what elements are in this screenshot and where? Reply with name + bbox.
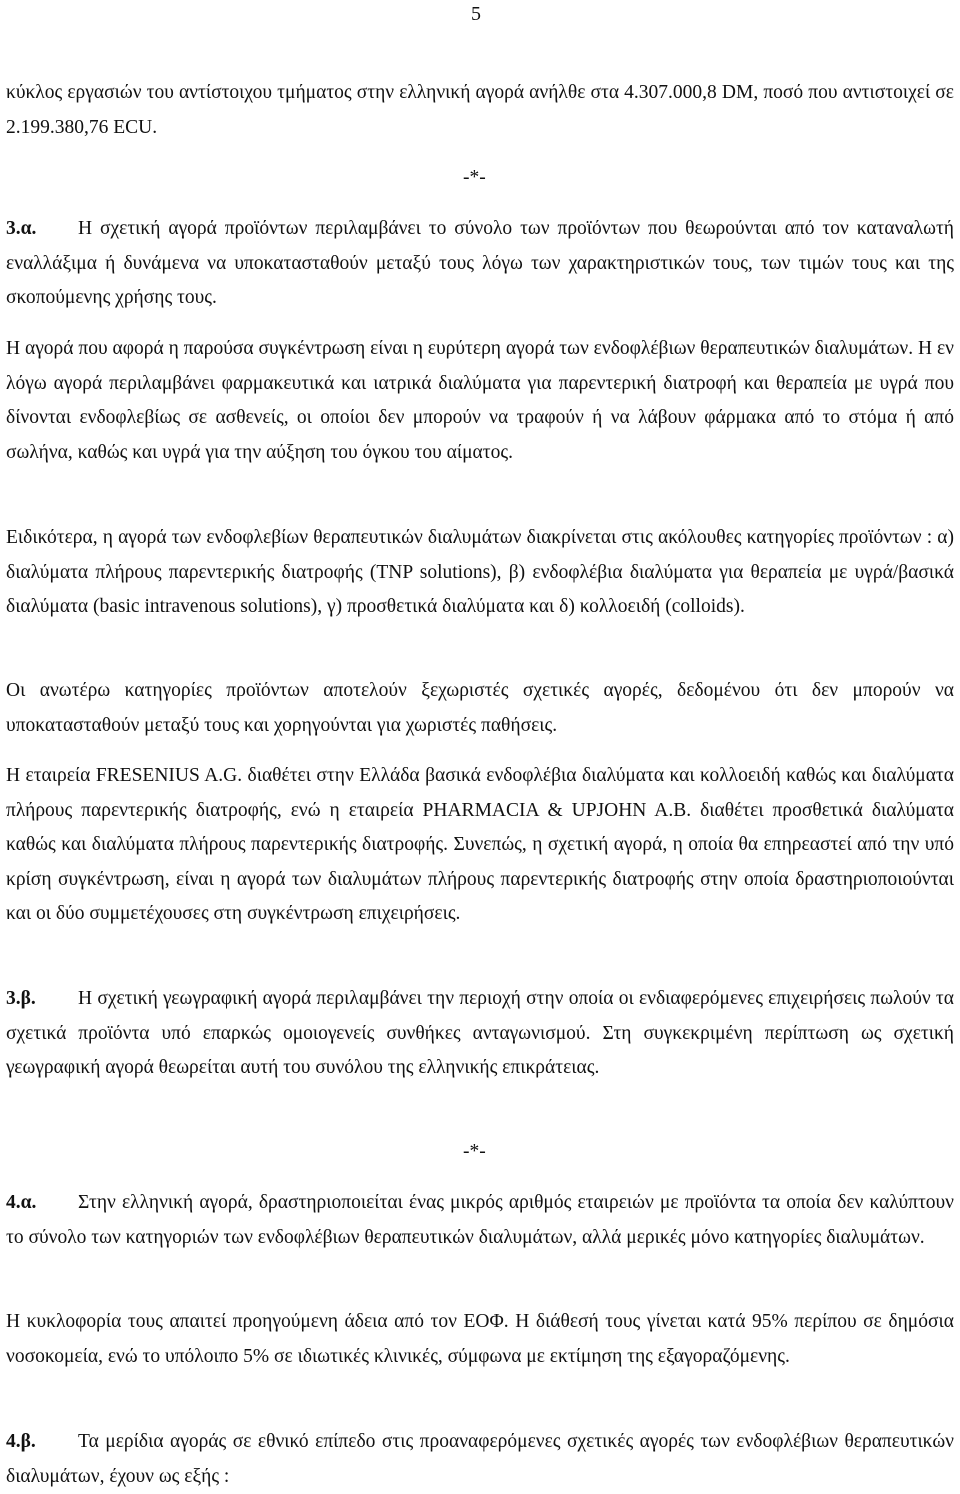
paragraph-3a: [6, 212, 954, 316]
paragraph-3b: [6, 982, 954, 1086]
section-label-4a: 4.α.: [6, 1192, 37, 1213]
paragraph-market-turnover: κύκλος εργασιών του αντίστοιχου τμήματος στην ελληνική αγορά ανήλθε στα 4.307.000,8 DM, ποσό που αντιστοιχεί σε 2.199.380,76 ECU.: [6, 82, 954, 138]
section-label-3b: 3.β.: [6, 988, 36, 1009]
paragraph-3b-text: Η σχετική γεωγραφική αγορά περιλαμβάνει την περιοχή στην οποία οι ενδιαφερόμενες επιχειρήσεις πωλούν τα σχετικά προϊόντα υπό επαρκώς ομοιογενείς συνθήκες ανταγωνισμού. Στη συγκεκριμένη περίπτωση ως σχετική γεωγραφική αγορά θεωρείται αυτή του συνόλου της ελληνικής επικράτειας.: [6, 988, 954, 1078]
paragraph-4b: [6, 1425, 954, 1494]
paragraph-product-categories: Ειδικότερα, η αγορά των ενδοφλεβίων θεραπευτικών διαλυμάτων διακρίνεται στις ακόλουθες κατηγορίες προϊόντων : α) διαλύματα πλήρους παρεντερικής διατροφής (TNP solutions), β) ενδοφλέβια διαλύματα για θεραπεία με υγρά/βασικά διαλύματα (basic intravenous solutions), γ) προσθετικά διαλύματα και δ) κολλοειδή (colloids).: [6, 527, 954, 617]
page-number: 5: [471, 3, 481, 25]
paragraph-circulation: Η κυκλοφορία τους απαιτεί προηγούμενη άδεια από τον ΕΟΦ. Η διάθεσή τους γίνεται κατά 95% περίπου σε δημόσια νοσοκομεία, ενώ το υπόλοιπο 5% σε ιδιωτικές κλινικές, σύμφωνα με εκτίμηση της εξαγοραζόμενης.: [6, 1311, 954, 1367]
paragraph-3a-text: Η σχετική αγορά προϊόντων περιλαμβάνει το σύνολο των προϊόντων που θεωρούνται από τον καταναλωτή εναλλάξιμα ή δυνάμενα να υποκατασταθούν μεταξύ τους λόγω των χαρακτηριστικών τους, των τιμών τους και της σκοπούμενης χρήσης τους.: [6, 218, 954, 308]
paragraph-4b-text: Τα μερίδια αγοράς σε εθνικό επίπεδο στις προαναφερόμενες σχετικές αγορές των ενδοφλέβιων θεραπευτικών διαλυμάτων, έχουν ως εξής :: [6, 1431, 954, 1487]
paragraph-4a-text: Στην ελληνική αγορά, δραστηριοποιείται ένας μικρός αριθμός εταιρειών με προϊόντα τα οποία δεν καλύπτουν το σύνολο των κατηγοριών των ενδοφλέβιων θεραπευτικών διαλυμάτων, αλλά μερικές μόνο κατηγορίες διαλυμάτων.: [6, 1192, 954, 1248]
section-separator: -*-: [463, 167, 486, 188]
paragraph-4a: [6, 1186, 954, 1255]
section-label-3a: 3.α.: [6, 218, 37, 239]
section-label-4b: 4.β.: [6, 1431, 36, 1452]
section-separator: -*-: [463, 1141, 486, 1162]
paragraph-companies: Η εταιρεία FRESENIUS A.G. διαθέτει στην Ελλάδα βασικά ενδοφλέβια διαλύματα και κολλοειδή καθώς και διαλύματα πλήρους παρεντερικής διατροφής, ενώ η εταιρεία PHARMACIA & UPJOHN A.B. διαθέτει προσθετικά διαλύματα καθώς και διαλύματα πλήρους παρεντερικής διατροφής. Συνεπώς, η σχετική αγορά, η οποία θα επηρεαστεί από την υπό κρίση συγκέντρωση, είναι η αγορά των διαλυμάτων πλήρους παρεντερικής διατροφής στην οποία δραστηριοποιούνται και οι δύο συμμετέχουσες στη συγκέντρωση επιχειρήσεις.: [6, 765, 954, 924]
paragraph-market-definition: Η αγορά που αφορά η παρούσα συγκέντρωση είναι η ευρύτερη αγορά των ενδοφλέβιων θεραπευτικών διαλυμάτων. Η εν λόγω αγορά περιλαμβάνει φαρμακευτικά και ιατρικά διαλύματα για παρεντερική διατροφή και θεραπεία με υγρά που δίνονται ενδοφλεβίως σε ασθενείς, οι οποίοι δεν μπορούν να τραφούν ή να λάβουν φάρμακα από το στόμα ή από σωλήνα, καθώς και υγρά για την αύξηση του όγκου του αίματος.: [6, 338, 954, 463]
paragraph-separate-markets: Οι ανωτέρω κατηγορίες προϊόντων αποτελούν ξεχωριστές σχετικές αγορές, δεδομένου ότι δεν μπορούν να υποκατασταθούν μεταξύ τους και χορηγούνται για χωριστές παθήσεις.: [6, 680, 954, 736]
